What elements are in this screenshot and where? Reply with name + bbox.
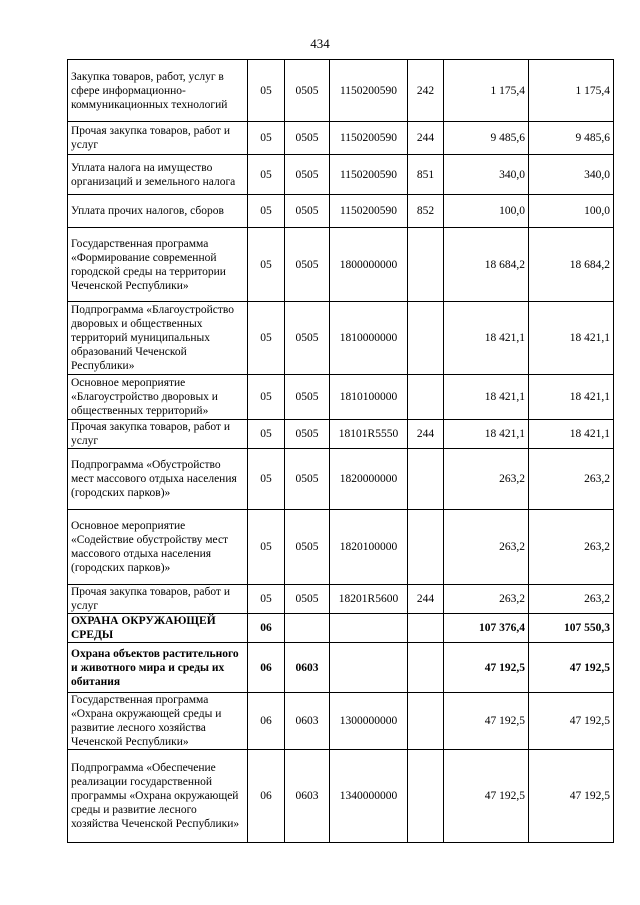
budget-table-body	[68, 60, 614, 843]
page-number: 434	[310, 36, 330, 51]
table-row	[68, 122, 614, 155]
cell-expense-type	[408, 449, 444, 510]
cell-amount-1: 263,2	[444, 449, 529, 510]
cell-target-article: 1820000000	[330, 449, 408, 510]
cell-expense-type: 244	[408, 420, 444, 449]
cell-expense-type	[408, 302, 444, 375]
cell-subsection: 0505	[285, 228, 330, 302]
cell-target-article	[330, 643, 408, 693]
cell-subsection: 0505	[285, 122, 330, 155]
cell-name: Закупка товаров, работ, услуг в сфере информационно-коммуникационных технологий	[68, 60, 248, 122]
table-row	[68, 585, 614, 614]
cell-subsection: 0505	[285, 375, 330, 420]
cell-amount-2: 18 421,1	[529, 375, 614, 420]
cell-subsection: 0505	[285, 60, 330, 122]
cell-target-article: 1820100000	[330, 510, 408, 585]
cell-target-article: 1150200590	[330, 122, 408, 155]
cell-subsection: 0505	[285, 155, 330, 195]
cell-name: ОХРАНА ОКРУЖАЮЩЕЙ СРЕДЫ	[68, 614, 248, 643]
cell-amount-2: 9 485,6	[529, 122, 614, 155]
cell-target-article: 1800000000	[330, 228, 408, 302]
cell-name: Прочая закупка товаров, работ и услуг	[68, 122, 248, 155]
cell-expense-type	[408, 643, 444, 693]
cell-section: 05	[248, 155, 285, 195]
cell-amount-1: 1 175,4	[444, 60, 529, 122]
cell-section: 06	[248, 643, 285, 693]
table-row	[68, 449, 614, 510]
cell-amount-2: 47 192,5	[529, 693, 614, 750]
cell-expense-type	[408, 750, 444, 843]
cell-section: 05	[248, 420, 285, 449]
cell-target-article: 1150200590	[330, 195, 408, 228]
table-row	[68, 155, 614, 195]
table-row	[68, 228, 614, 302]
cell-section: 05	[248, 449, 285, 510]
cell-amount-2: 263,2	[529, 510, 614, 585]
cell-amount-1: 18 421,1	[444, 420, 529, 449]
table-row	[68, 510, 614, 585]
cell-expense-type	[408, 375, 444, 420]
table-row	[68, 693, 614, 750]
cell-target-article: 1340000000	[330, 750, 408, 843]
cell-amount-1: 100,0	[444, 195, 529, 228]
cell-expense-type: 851	[408, 155, 444, 195]
cell-amount-2: 47 192,5	[529, 750, 614, 843]
budget-table	[67, 59, 614, 843]
cell-expense-type	[408, 614, 444, 643]
table-row	[68, 375, 614, 420]
cell-amount-2: 18 421,1	[529, 302, 614, 375]
cell-name: Уплата налога на имущество организаций и земельного налога	[68, 155, 248, 195]
cell-section: 06	[248, 614, 285, 643]
cell-amount-1: 107 376,4	[444, 614, 529, 643]
cell-subsection: 0505	[285, 302, 330, 375]
cell-name: Прочая закупка товаров, работ и услуг	[68, 585, 248, 614]
cell-target-article: 1150200590	[330, 155, 408, 195]
cell-subsection: 0603	[285, 750, 330, 843]
cell-amount-2: 47 192,5	[529, 643, 614, 693]
cell-amount-1: 47 192,5	[444, 693, 529, 750]
cell-amount-2: 100,0	[529, 195, 614, 228]
cell-section: 05	[248, 302, 285, 375]
cell-subsection: 0505	[285, 195, 330, 228]
cell-name: Основное мероприятие «Благоустройство дворовых и общественных территорий»	[68, 375, 248, 420]
cell-amount-2: 18 421,1	[529, 420, 614, 449]
cell-section: 05	[248, 195, 285, 228]
cell-subsection: 0603	[285, 693, 330, 750]
cell-target-article: 1150200590	[330, 60, 408, 122]
cell-expense-type	[408, 228, 444, 302]
cell-amount-1: 263,2	[444, 510, 529, 585]
cell-expense-type: 852	[408, 195, 444, 228]
cell-name: Прочая закупка товаров, работ и услуг	[68, 420, 248, 449]
cell-target-article: 18201R5600	[330, 585, 408, 614]
cell-section: 05	[248, 375, 285, 420]
cell-name: Государственная программа «Охрана окружающей среды и развитие лесного хозяйства Чеченской Республики»	[68, 693, 248, 750]
cell-section: 06	[248, 750, 285, 843]
cell-amount-1: 18 684,2	[444, 228, 529, 302]
table-row	[68, 614, 614, 643]
cell-target-article: 1300000000	[330, 693, 408, 750]
cell-name: Уплата прочих налогов, сборов	[68, 195, 248, 228]
cell-subsection: 0505	[285, 449, 330, 510]
table-row	[68, 643, 614, 693]
cell-name: Государственная программа «Формирование современной городской среды на территории Чеченской Республики»	[68, 228, 248, 302]
cell-subsection: 0505	[285, 420, 330, 449]
table-row	[68, 60, 614, 122]
cell-section: 05	[248, 510, 285, 585]
cell-name: Подпрограмма «Обеспечение реализации государственной программы «Охрана окружающей среды и развитие лесного хозяйства Чеченской Республики»	[68, 750, 248, 843]
cell-amount-1: 47 192,5	[444, 643, 529, 693]
cell-amount-2: 107 550,3	[529, 614, 614, 643]
cell-amount-2: 263,2	[529, 449, 614, 510]
cell-amount-2: 263,2	[529, 585, 614, 614]
table-row	[68, 750, 614, 843]
cell-expense-type	[408, 510, 444, 585]
table-row	[68, 420, 614, 449]
cell-amount-1: 18 421,1	[444, 302, 529, 375]
table-row	[68, 302, 614, 375]
cell-section: 05	[248, 228, 285, 302]
cell-name: Охрана объектов растительного и животного мира и среды их обитания	[68, 643, 248, 693]
cell-target-article: 1810100000	[330, 375, 408, 420]
cell-section: 05	[248, 122, 285, 155]
cell-expense-type: 242	[408, 60, 444, 122]
cell-target-article	[330, 614, 408, 643]
cell-amount-2: 18 684,2	[529, 228, 614, 302]
cell-name: Подпрограмма «Благоустройство дворовых и общественных территорий муниципальных образований Чеченской Республики»	[68, 302, 248, 375]
cell-amount-1: 47 192,5	[444, 750, 529, 843]
table-row	[68, 195, 614, 228]
cell-section: 05	[248, 585, 285, 614]
cell-target-article: 18101R5550	[330, 420, 408, 449]
cell-expense-type: 244	[408, 585, 444, 614]
cell-subsection: 0603	[285, 643, 330, 693]
cell-name: Подпрограмма «Обустройство мест массового отдыха населения (городских парков)»	[68, 449, 248, 510]
cell-amount-1: 340,0	[444, 155, 529, 195]
cell-target-article: 1810000000	[330, 302, 408, 375]
cell-amount-1: 18 421,1	[444, 375, 529, 420]
cell-name: Основное мероприятие «Содействие обустройству мест массового отдыха населения (городских парков)»	[68, 510, 248, 585]
cell-section: 06	[248, 693, 285, 750]
cell-amount-2: 340,0	[529, 155, 614, 195]
cell-subsection: 0505	[285, 585, 330, 614]
cell-subsection	[285, 614, 330, 643]
cell-section: 05	[248, 60, 285, 122]
cell-expense-type	[408, 693, 444, 750]
cell-subsection: 0505	[285, 510, 330, 585]
cell-expense-type: 244	[408, 122, 444, 155]
cell-amount-2: 1 175,4	[529, 60, 614, 122]
cell-amount-1: 263,2	[444, 585, 529, 614]
cell-amount-1: 9 485,6	[444, 122, 529, 155]
